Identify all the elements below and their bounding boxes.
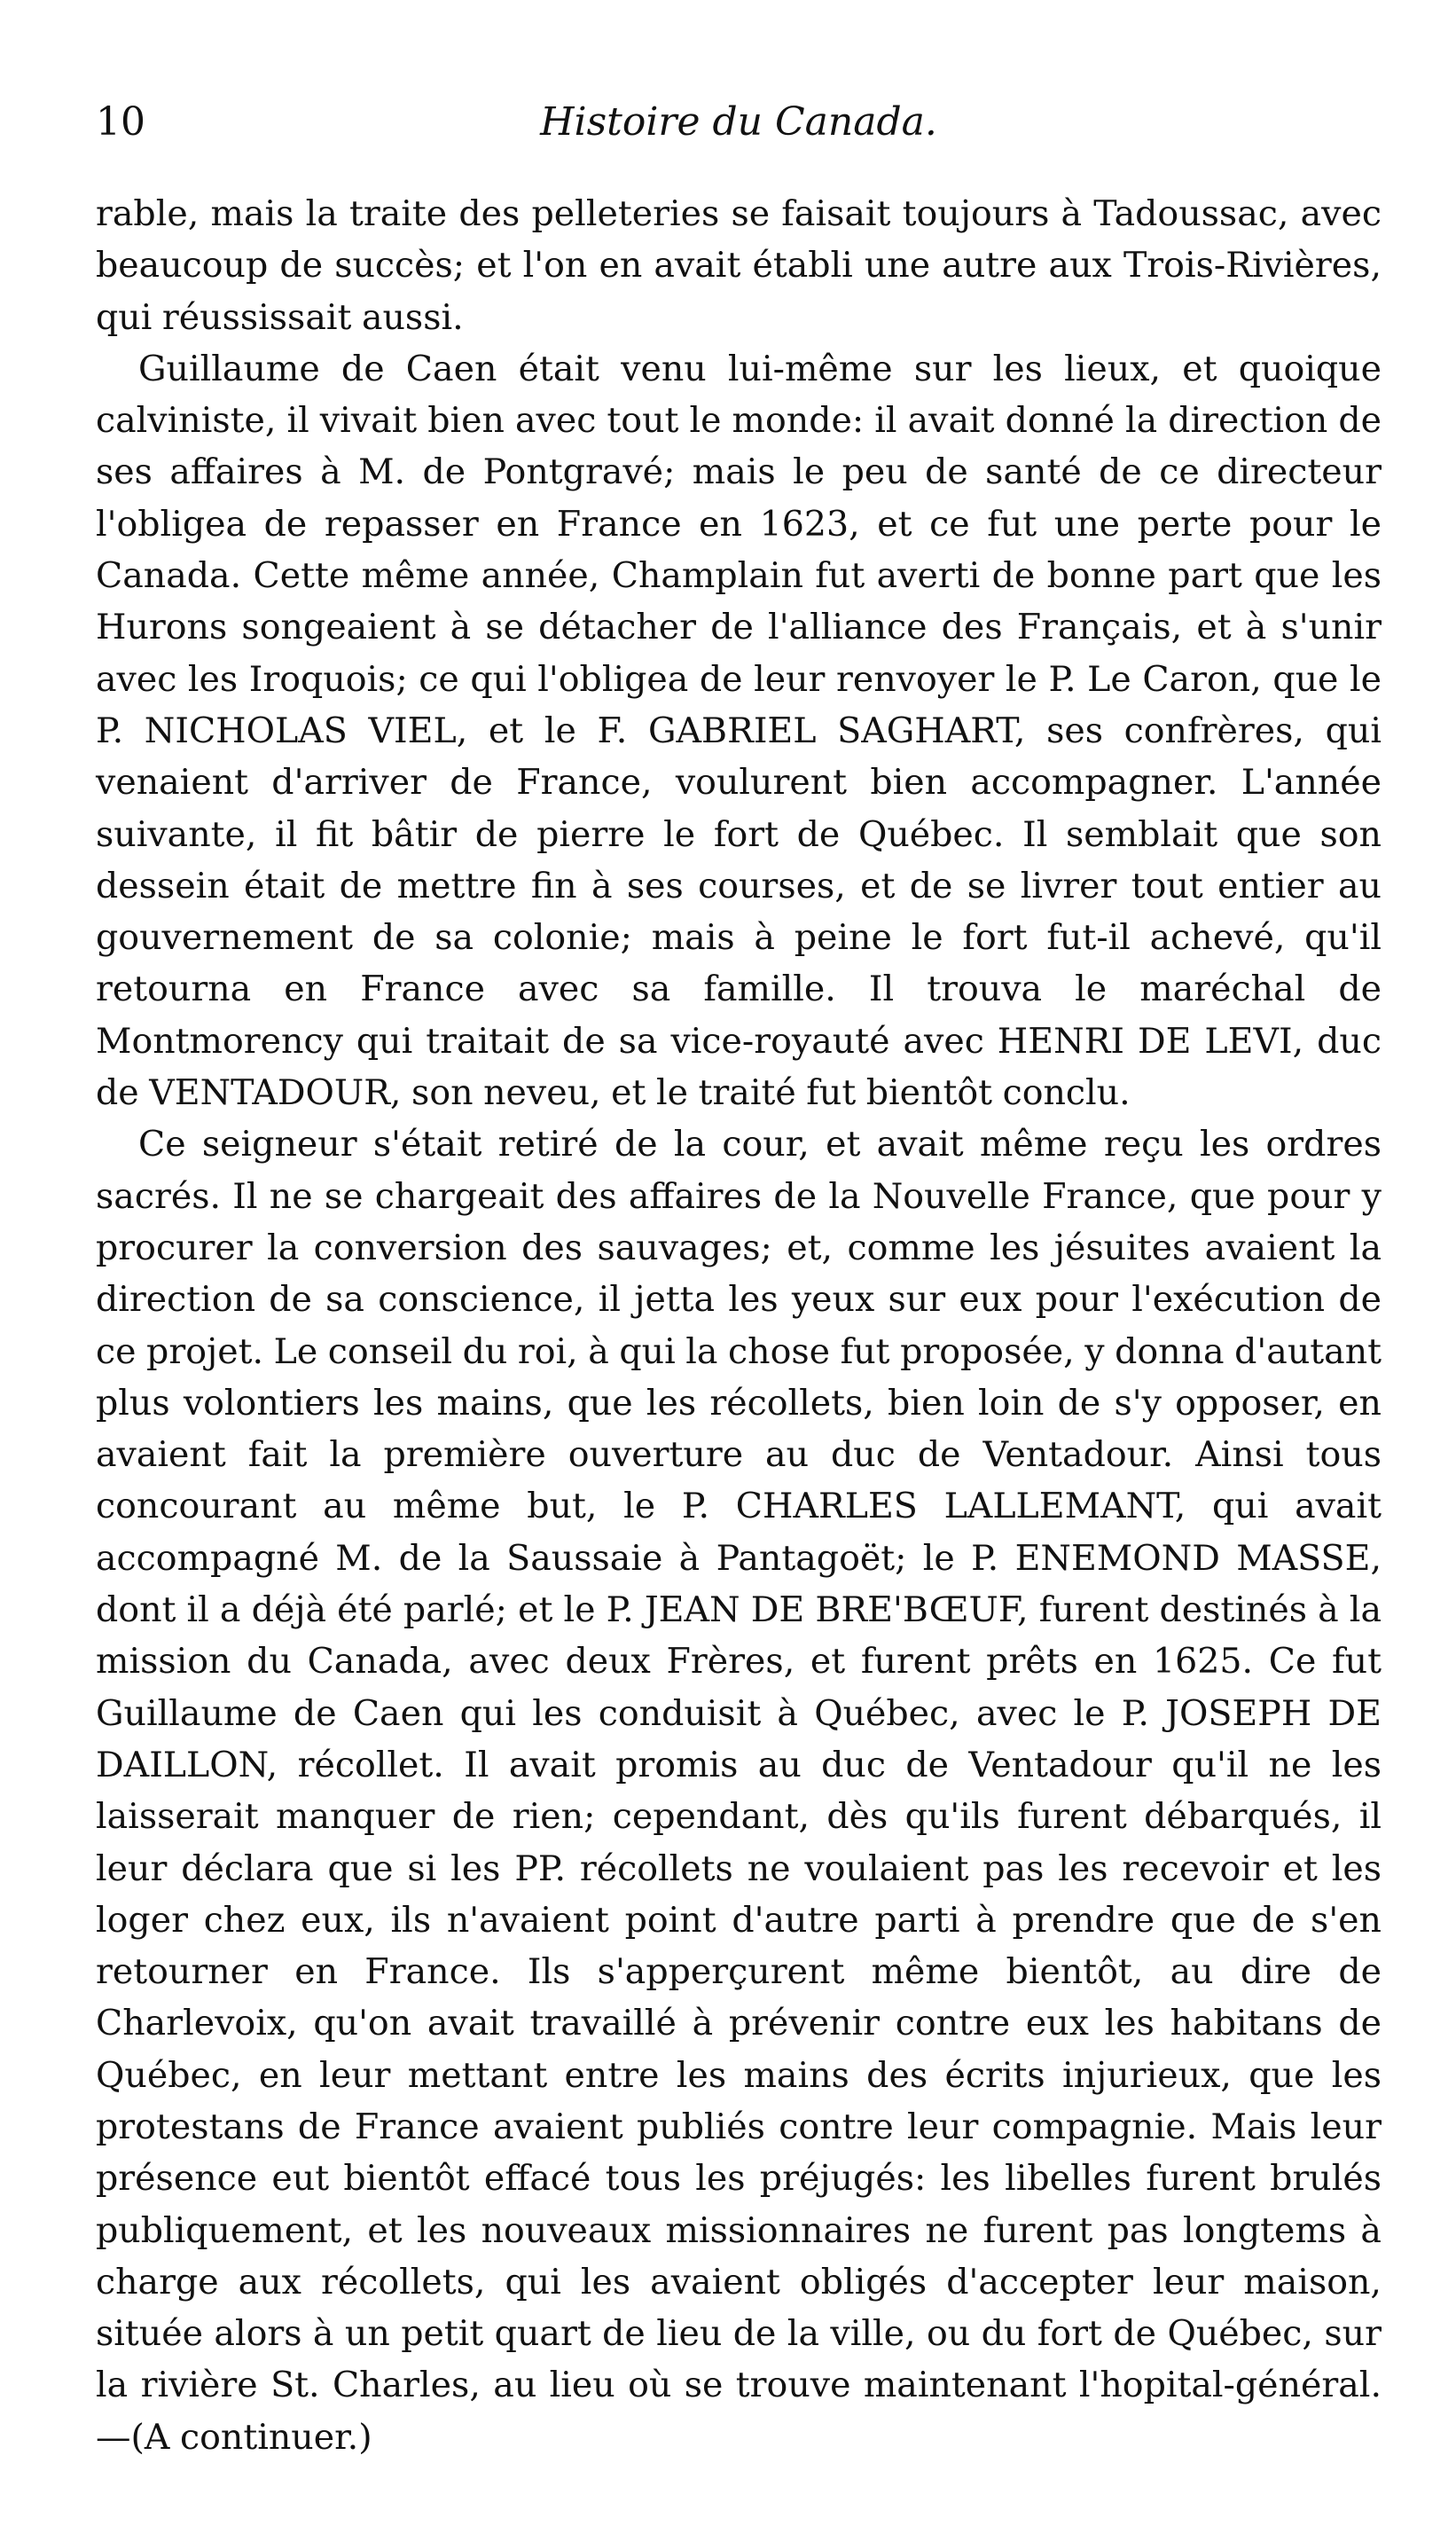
paragraph-continued: rable, mais la traite des pelleteries se faisait toujours à Tadoussac, avec beaucoup de succès; et l'on en avait établi une autre aux Trois-Rivières, qui réussissait aussi. [96,193,1382,338]
page-header [96,96,1382,158]
page-number: 10 [96,99,145,145]
running-title: Histoire du Canada. [540,99,937,145]
paragraph-guillaume-de-caen: Guillaume de Caen était venu lui-même sur les lieux, et quoique calviniste, il vivait bien avec tout le monde: il avait donné la direction de ses affaires à M. de Pontgravé; mais le peu de santé de ce directeur l'obligea de repasser en France en 1623, et ce fut une perte pour le Canada. Cette même année, Champlain fut averti de bonne part que les Hurons songeaient à se détacher de l'alliance des Français, et à s'unir avec les Iroquois; ce qui l'obligea de leur renvoyer le P. Le Caron, que le P. NICHOLAS VIEL, et le F. GABRIEL SAGHART, ses confrères, qui venaient d'arriver de France, voulurent bien accompagner. L'année suivante, il fit bâtir de pierre le fort de Québec. Il semblait que son dessein était de mettre fin à ses courses, et de se livrer tout entier au gouvernement de sa colonie; mais à peine le fort fut-il achevé, qu'il retourna en France avec sa famille. Il trouva le maréchal de Montmorency qui traitait de sa vice-royauté avec HENRI DE LEVI, duc de VENTADOUR, son neveu, et le traité fut bientôt conclu. [96,348,1382,1114]
body-text [96,188,1382,2463]
paragraph-ce-seigneur: Ce seigneur s'était retiré de la cour, et avait même reçu les ordres sacrés. Il ne se chargeait des affaires de la Nouvelle France, que pour y procurer la conversion des sauvages; et, comme les jésuites avaient la direction de sa conscience, il jetta les yeux sur eux pour l'exécution de ce projet. Le conseil du roi, à qui la chose fut proposée, y donna d'autant plus volontiers les mains, que les récollets, bien loin de s'y opposer, en avaient fait la première ouverture au duc de Ventadour. Ainsi tous concourant au même but, le P. CHARLES LALLEMANT, qui avait accompagné M. de la Saussaie à Pantagoët; le P. ENEMOND MASSE, dont il a déjà été parlé; et le P. JEAN DE BRE'BŒUF, furent destinés à la mission du Canada, avec deux Frères, et furent prêts en 1625. Ce fut Guillaume de Caen qui les conduisit à Québec, avec le P. JOSEPH DE DAILLON, récollet. Il avait promis au duc de Ventadour qu'il ne les laisserait manquer de rien; cependant, dès qu'ils furent débarqués, il leur déclara que si les PP. récollets ne voulaient pas les recevoir et les loger chez eux, ils n'avaient point d'autre parti à prendre que de s'en retourner en France. Ils s'apperçurent même bientôt, au dire de Charlevoix, qu'on avait travaillé à prévenir contre eux les habitans de Québec, en leur mettant entre les mains des écrits injurieux, que les protestans de France avaient publiés contre leur compagnie. Mais leur présence eut bientôt effacé tous les préjugés: les libelles furent brulés publiquement, et les nouveaux missionnaires ne furent pas longtems à charge aux récollets, qui les avaient obligés d'accepter leur maison, située alors à un petit quart de lieu de la ville, ou du fort de Québec, sur la rivière St. Charles, au lieu où se trouve maintenant l'hopital-général.—(A continuer.) [96,1124,1382,2458]
